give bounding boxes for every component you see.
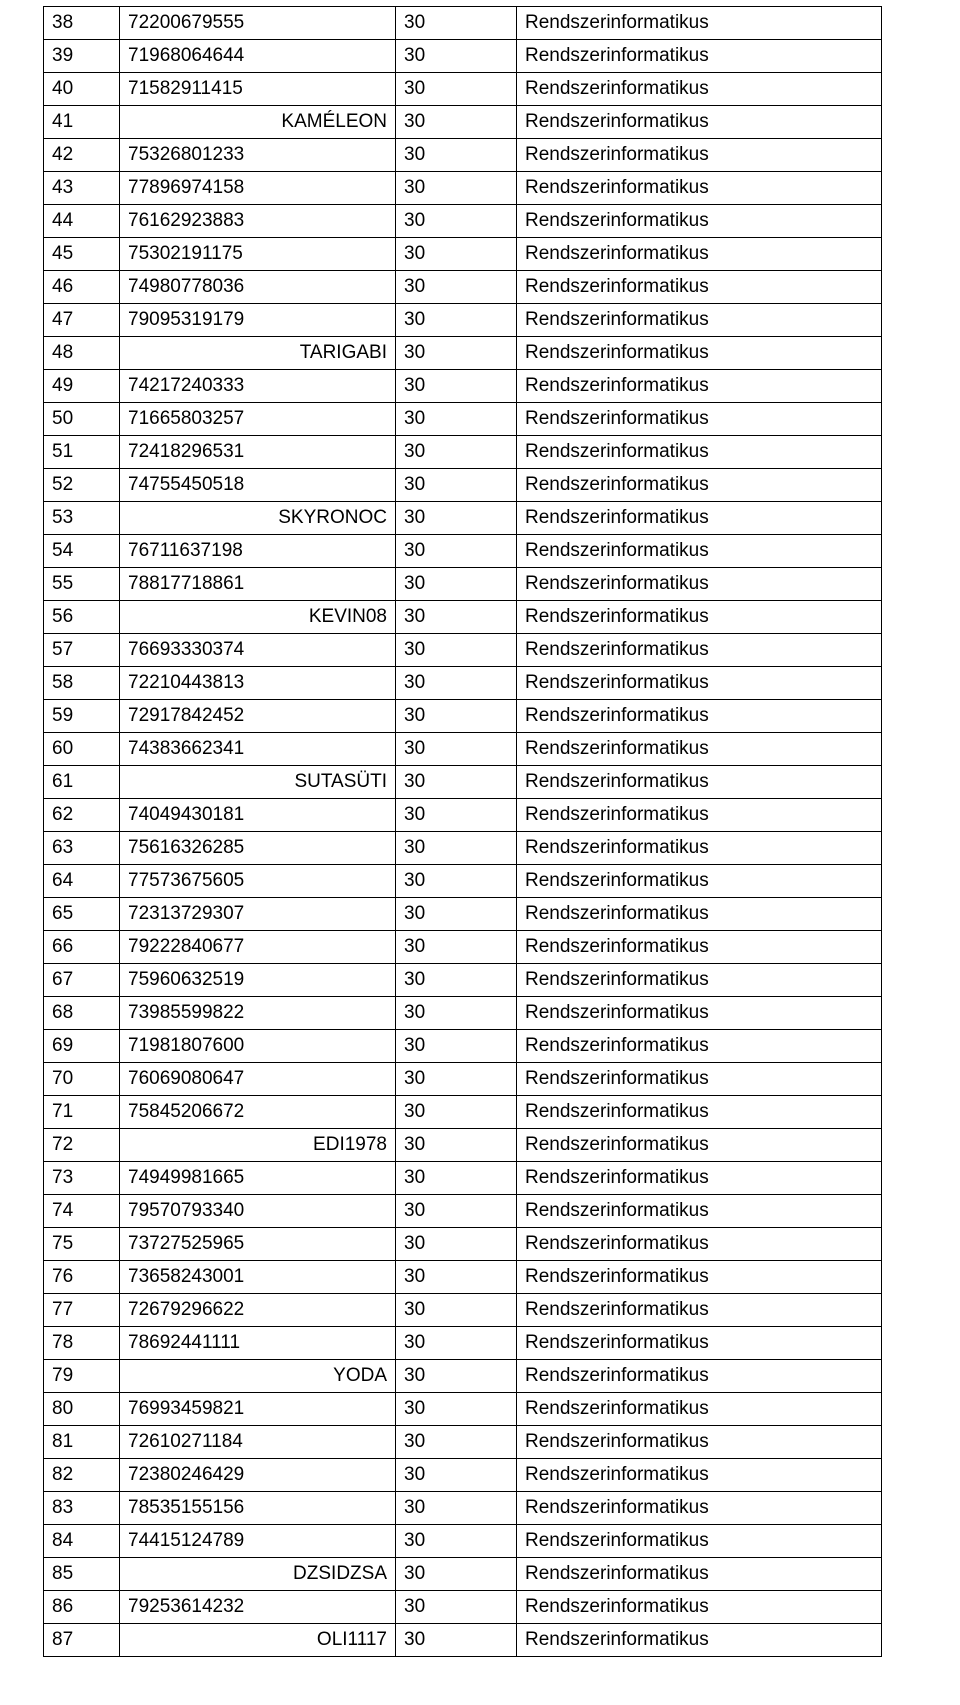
category-cell: Rendszerinformatikus xyxy=(517,436,882,469)
code-cell: 78817718861 xyxy=(120,568,396,601)
table-row xyxy=(44,832,882,865)
table-row xyxy=(44,1492,882,1525)
points-cell: 30 xyxy=(396,865,517,898)
row-number-cell: 60 xyxy=(44,733,120,766)
points-cell: 30 xyxy=(396,7,517,40)
table-row xyxy=(44,634,882,667)
category-cell: Rendszerinformatikus xyxy=(517,1393,882,1426)
row-number-cell: 83 xyxy=(44,1492,120,1525)
points-cell: 30 xyxy=(396,799,517,832)
category-cell: Rendszerinformatikus xyxy=(517,238,882,271)
row-number-cell: 78 xyxy=(44,1327,120,1360)
row-number-cell: 81 xyxy=(44,1426,120,1459)
code-cell: 79095319179 xyxy=(120,304,396,337)
code-cell: 76162923883 xyxy=(120,205,396,238)
row-number-cell: 42 xyxy=(44,139,120,172)
nickname-cell: SKYRONOC xyxy=(120,502,396,535)
category-cell: Rendszerinformatikus xyxy=(517,469,882,502)
row-number-cell: 87 xyxy=(44,1624,120,1657)
category-cell: Rendszerinformatikus xyxy=(517,139,882,172)
points-cell: 30 xyxy=(396,1525,517,1558)
category-cell: Rendszerinformatikus xyxy=(517,766,882,799)
code-cell: 79570793340 xyxy=(120,1195,396,1228)
code-cell: 72380246429 xyxy=(120,1459,396,1492)
table-row xyxy=(44,304,882,337)
code-cell: 76711637198 xyxy=(120,535,396,568)
code-cell: 74949981665 xyxy=(120,1162,396,1195)
points-cell: 30 xyxy=(396,40,517,73)
category-cell: Rendszerinformatikus xyxy=(517,337,882,370)
code-cell: 78692441111 xyxy=(120,1327,396,1360)
row-number-cell: 59 xyxy=(44,700,120,733)
nickname-cell: OLI1117 xyxy=(120,1624,396,1657)
table-row xyxy=(44,964,882,997)
row-number-cell: 76 xyxy=(44,1261,120,1294)
category-cell: Rendszerinformatikus xyxy=(517,1294,882,1327)
code-cell: 71968064644 xyxy=(120,40,396,73)
table-row xyxy=(44,1360,882,1393)
table-row xyxy=(44,799,882,832)
points-cell: 30 xyxy=(396,1228,517,1261)
category-cell: Rendszerinformatikus xyxy=(517,667,882,700)
table-row xyxy=(44,1162,882,1195)
points-cell: 30 xyxy=(396,205,517,238)
table-row xyxy=(44,1261,882,1294)
code-cell: 72313729307 xyxy=(120,898,396,931)
points-cell: 30 xyxy=(396,700,517,733)
points-cell: 30 xyxy=(396,337,517,370)
category-cell: Rendszerinformatikus xyxy=(517,1492,882,1525)
code-cell: 79222840677 xyxy=(120,931,396,964)
points-cell: 30 xyxy=(396,1558,517,1591)
category-cell: Rendszerinformatikus xyxy=(517,535,882,568)
points-cell: 30 xyxy=(396,1030,517,1063)
code-cell: 74980778036 xyxy=(120,271,396,304)
points-cell: 30 xyxy=(396,832,517,865)
nickname-cell: SUTASÜTI xyxy=(120,766,396,799)
category-cell: Rendszerinformatikus xyxy=(517,1624,882,1657)
table-row xyxy=(44,535,882,568)
table-row xyxy=(44,271,882,304)
table-row xyxy=(44,106,882,139)
row-number-cell: 62 xyxy=(44,799,120,832)
row-number-cell: 46 xyxy=(44,271,120,304)
table-row xyxy=(44,1030,882,1063)
code-cell: 77896974158 xyxy=(120,172,396,205)
table-row xyxy=(44,997,882,1030)
points-cell: 30 xyxy=(396,1096,517,1129)
code-cell: 77573675605 xyxy=(120,865,396,898)
points-cell: 30 xyxy=(396,1426,517,1459)
points-cell: 30 xyxy=(396,403,517,436)
points-cell: 30 xyxy=(396,1294,517,1327)
row-number-cell: 38 xyxy=(44,7,120,40)
table-row xyxy=(44,40,882,73)
table-row xyxy=(44,865,882,898)
category-cell: Rendszerinformatikus xyxy=(517,898,882,931)
row-number-cell: 57 xyxy=(44,634,120,667)
code-cell: 75960632519 xyxy=(120,964,396,997)
table-row xyxy=(44,1624,882,1657)
category-cell: Rendszerinformatikus xyxy=(517,403,882,436)
category-cell: Rendszerinformatikus xyxy=(517,1591,882,1624)
points-cell: 30 xyxy=(396,1459,517,1492)
table-row xyxy=(44,139,882,172)
category-cell: Rendszerinformatikus xyxy=(517,1261,882,1294)
row-number-cell: 73 xyxy=(44,1162,120,1195)
row-number-cell: 40 xyxy=(44,73,120,106)
code-cell: 74755450518 xyxy=(120,469,396,502)
code-cell: 76993459821 xyxy=(120,1393,396,1426)
table-row xyxy=(44,403,882,436)
table-row xyxy=(44,931,882,964)
code-cell: 78535155156 xyxy=(120,1492,396,1525)
category-cell: Rendszerinformatikus xyxy=(517,172,882,205)
row-number-cell: 72 xyxy=(44,1129,120,1162)
table-row xyxy=(44,766,882,799)
code-cell: 71582911415 xyxy=(120,73,396,106)
points-cell: 30 xyxy=(396,172,517,205)
category-cell: Rendszerinformatikus xyxy=(517,1129,882,1162)
points-cell: 30 xyxy=(396,733,517,766)
points-cell: 30 xyxy=(396,1162,517,1195)
row-number-cell: 58 xyxy=(44,667,120,700)
table-row xyxy=(44,1195,882,1228)
category-cell: Rendszerinformatikus xyxy=(517,634,882,667)
table-row xyxy=(44,1525,882,1558)
code-cell: 74415124789 xyxy=(120,1525,396,1558)
code-cell: 79253614232 xyxy=(120,1591,396,1624)
points-cell: 30 xyxy=(396,898,517,931)
row-number-cell: 51 xyxy=(44,436,120,469)
row-number-cell: 68 xyxy=(44,997,120,1030)
category-cell: Rendszerinformatikus xyxy=(517,502,882,535)
table-row xyxy=(44,502,882,535)
nickname-cell: YODA xyxy=(120,1360,396,1393)
row-number-cell: 86 xyxy=(44,1591,120,1624)
code-cell: 74049430181 xyxy=(120,799,396,832)
table-row xyxy=(44,601,882,634)
points-cell: 30 xyxy=(396,73,517,106)
row-number-cell: 48 xyxy=(44,337,120,370)
nickname-cell: TARIGABI xyxy=(120,337,396,370)
table-row xyxy=(44,568,882,601)
category-cell: Rendszerinformatikus xyxy=(517,304,882,337)
nickname-cell: EDI1978 xyxy=(120,1129,396,1162)
table-row xyxy=(44,1294,882,1327)
category-cell: Rendszerinformatikus xyxy=(517,7,882,40)
code-cell: 75845206672 xyxy=(120,1096,396,1129)
nickname-cell: DZSIDZSA xyxy=(120,1558,396,1591)
points-cell: 30 xyxy=(396,568,517,601)
row-number-cell: 50 xyxy=(44,403,120,436)
points-cell: 30 xyxy=(396,1393,517,1426)
code-cell: 72917842452 xyxy=(120,700,396,733)
points-cell: 30 xyxy=(396,1327,517,1360)
row-number-cell: 55 xyxy=(44,568,120,601)
table-row xyxy=(44,1063,882,1096)
table-row xyxy=(44,1459,882,1492)
row-number-cell: 67 xyxy=(44,964,120,997)
points-cell: 30 xyxy=(396,931,517,964)
category-cell: Rendszerinformatikus xyxy=(517,1063,882,1096)
points-cell: 30 xyxy=(396,1195,517,1228)
table-row xyxy=(44,469,882,502)
row-number-cell: 54 xyxy=(44,535,120,568)
points-cell: 30 xyxy=(396,469,517,502)
row-number-cell: 49 xyxy=(44,370,120,403)
row-number-cell: 84 xyxy=(44,1525,120,1558)
points-cell: 30 xyxy=(396,304,517,337)
points-cell: 30 xyxy=(396,601,517,634)
code-cell: 72200679555 xyxy=(120,7,396,40)
category-cell: Rendszerinformatikus xyxy=(517,1327,882,1360)
table-row xyxy=(44,898,882,931)
table-row xyxy=(44,667,882,700)
points-cell: 30 xyxy=(396,1624,517,1657)
points-cell: 30 xyxy=(396,997,517,1030)
row-number-cell: 71 xyxy=(44,1096,120,1129)
points-cell: 30 xyxy=(396,502,517,535)
code-cell: 75326801233 xyxy=(120,139,396,172)
category-cell: Rendszerinformatikus xyxy=(517,106,882,139)
category-cell: Rendszerinformatikus xyxy=(517,1558,882,1591)
table-row xyxy=(44,1228,882,1261)
category-cell: Rendszerinformatikus xyxy=(517,205,882,238)
table-row xyxy=(44,1393,882,1426)
row-number-cell: 82 xyxy=(44,1459,120,1492)
table-row xyxy=(44,1096,882,1129)
category-cell: Rendszerinformatikus xyxy=(517,1162,882,1195)
category-cell: Rendszerinformatikus xyxy=(517,40,882,73)
row-number-cell: 85 xyxy=(44,1558,120,1591)
table-row xyxy=(44,337,882,370)
row-number-cell: 44 xyxy=(44,205,120,238)
table-row xyxy=(44,205,882,238)
category-cell: Rendszerinformatikus xyxy=(517,1459,882,1492)
category-cell: Rendszerinformatikus xyxy=(517,799,882,832)
row-number-cell: 41 xyxy=(44,106,120,139)
points-cell: 30 xyxy=(396,1261,517,1294)
row-number-cell: 45 xyxy=(44,238,120,271)
category-cell: Rendszerinformatikus xyxy=(517,1030,882,1063)
table-row xyxy=(44,1327,882,1360)
code-cell: 76069080647 xyxy=(120,1063,396,1096)
points-cell: 30 xyxy=(396,106,517,139)
row-number-cell: 69 xyxy=(44,1030,120,1063)
category-cell: Rendszerinformatikus xyxy=(517,733,882,766)
category-cell: Rendszerinformatikus xyxy=(517,271,882,304)
row-number-cell: 43 xyxy=(44,172,120,205)
row-number-cell: 53 xyxy=(44,502,120,535)
category-cell: Rendszerinformatikus xyxy=(517,370,882,403)
table-row xyxy=(44,436,882,469)
code-cell: 73658243001 xyxy=(120,1261,396,1294)
points-cell: 30 xyxy=(396,667,517,700)
row-number-cell: 77 xyxy=(44,1294,120,1327)
table-row xyxy=(44,1591,882,1624)
results-table-body xyxy=(44,7,882,1657)
code-cell: 75616326285 xyxy=(120,832,396,865)
code-cell: 74217240333 xyxy=(120,370,396,403)
table-row xyxy=(44,1426,882,1459)
row-number-cell: 79 xyxy=(44,1360,120,1393)
row-number-cell: 75 xyxy=(44,1228,120,1261)
code-cell: 72210443813 xyxy=(120,667,396,700)
category-cell: Rendszerinformatikus xyxy=(517,1426,882,1459)
category-cell: Rendszerinformatikus xyxy=(517,931,882,964)
points-cell: 30 xyxy=(396,1129,517,1162)
nickname-cell: KEVIN08 xyxy=(120,601,396,634)
row-number-cell: 66 xyxy=(44,931,120,964)
row-number-cell: 74 xyxy=(44,1195,120,1228)
row-number-cell: 39 xyxy=(44,40,120,73)
code-cell: 71981807600 xyxy=(120,1030,396,1063)
category-cell: Rendszerinformatikus xyxy=(517,1096,882,1129)
row-number-cell: 47 xyxy=(44,304,120,337)
row-number-cell: 70 xyxy=(44,1063,120,1096)
table-row xyxy=(44,733,882,766)
points-cell: 30 xyxy=(396,370,517,403)
category-cell: Rendszerinformatikus xyxy=(517,700,882,733)
table-row xyxy=(44,370,882,403)
table-row xyxy=(44,172,882,205)
category-cell: Rendszerinformatikus xyxy=(517,568,882,601)
points-cell: 30 xyxy=(396,766,517,799)
points-cell: 30 xyxy=(396,436,517,469)
points-cell: 30 xyxy=(396,535,517,568)
category-cell: Rendszerinformatikus xyxy=(517,601,882,634)
code-cell: 71665803257 xyxy=(120,403,396,436)
table-row xyxy=(44,700,882,733)
table-row xyxy=(44,7,882,40)
row-number-cell: 61 xyxy=(44,766,120,799)
row-number-cell: 64 xyxy=(44,865,120,898)
category-cell: Rendszerinformatikus xyxy=(517,1228,882,1261)
row-number-cell: 63 xyxy=(44,832,120,865)
row-number-cell: 52 xyxy=(44,469,120,502)
code-cell: 72418296531 xyxy=(120,436,396,469)
table-row xyxy=(44,1129,882,1162)
points-cell: 30 xyxy=(396,1492,517,1525)
row-number-cell: 65 xyxy=(44,898,120,931)
row-number-cell: 56 xyxy=(44,601,120,634)
code-cell: 75302191175 xyxy=(120,238,396,271)
points-cell: 30 xyxy=(396,271,517,304)
table-row xyxy=(44,1558,882,1591)
category-cell: Rendszerinformatikus xyxy=(517,997,882,1030)
code-cell: 73727525965 xyxy=(120,1228,396,1261)
category-cell: Rendszerinformatikus xyxy=(517,964,882,997)
row-number-cell: 80 xyxy=(44,1393,120,1426)
table-row xyxy=(44,73,882,106)
points-cell: 30 xyxy=(396,1063,517,1096)
points-cell: 30 xyxy=(396,139,517,172)
table-row xyxy=(44,238,882,271)
code-cell: 74383662341 xyxy=(120,733,396,766)
code-cell: 72679296622 xyxy=(120,1294,396,1327)
points-cell: 30 xyxy=(396,634,517,667)
category-cell: Rendszerinformatikus xyxy=(517,1360,882,1393)
category-cell: Rendszerinformatikus xyxy=(517,832,882,865)
points-cell: 30 xyxy=(396,1591,517,1624)
code-cell: 72610271184 xyxy=(120,1426,396,1459)
category-cell: Rendszerinformatikus xyxy=(517,1195,882,1228)
points-cell: 30 xyxy=(396,964,517,997)
code-cell: 76693330374 xyxy=(120,634,396,667)
nickname-cell: KAMÉLEON xyxy=(120,106,396,139)
points-cell: 30 xyxy=(396,1360,517,1393)
points-cell: 30 xyxy=(396,238,517,271)
results-table xyxy=(43,6,882,1657)
category-cell: Rendszerinformatikus xyxy=(517,73,882,106)
code-cell: 73985599822 xyxy=(120,997,396,1030)
category-cell: Rendszerinformatikus xyxy=(517,1525,882,1558)
category-cell: Rendszerinformatikus xyxy=(517,865,882,898)
